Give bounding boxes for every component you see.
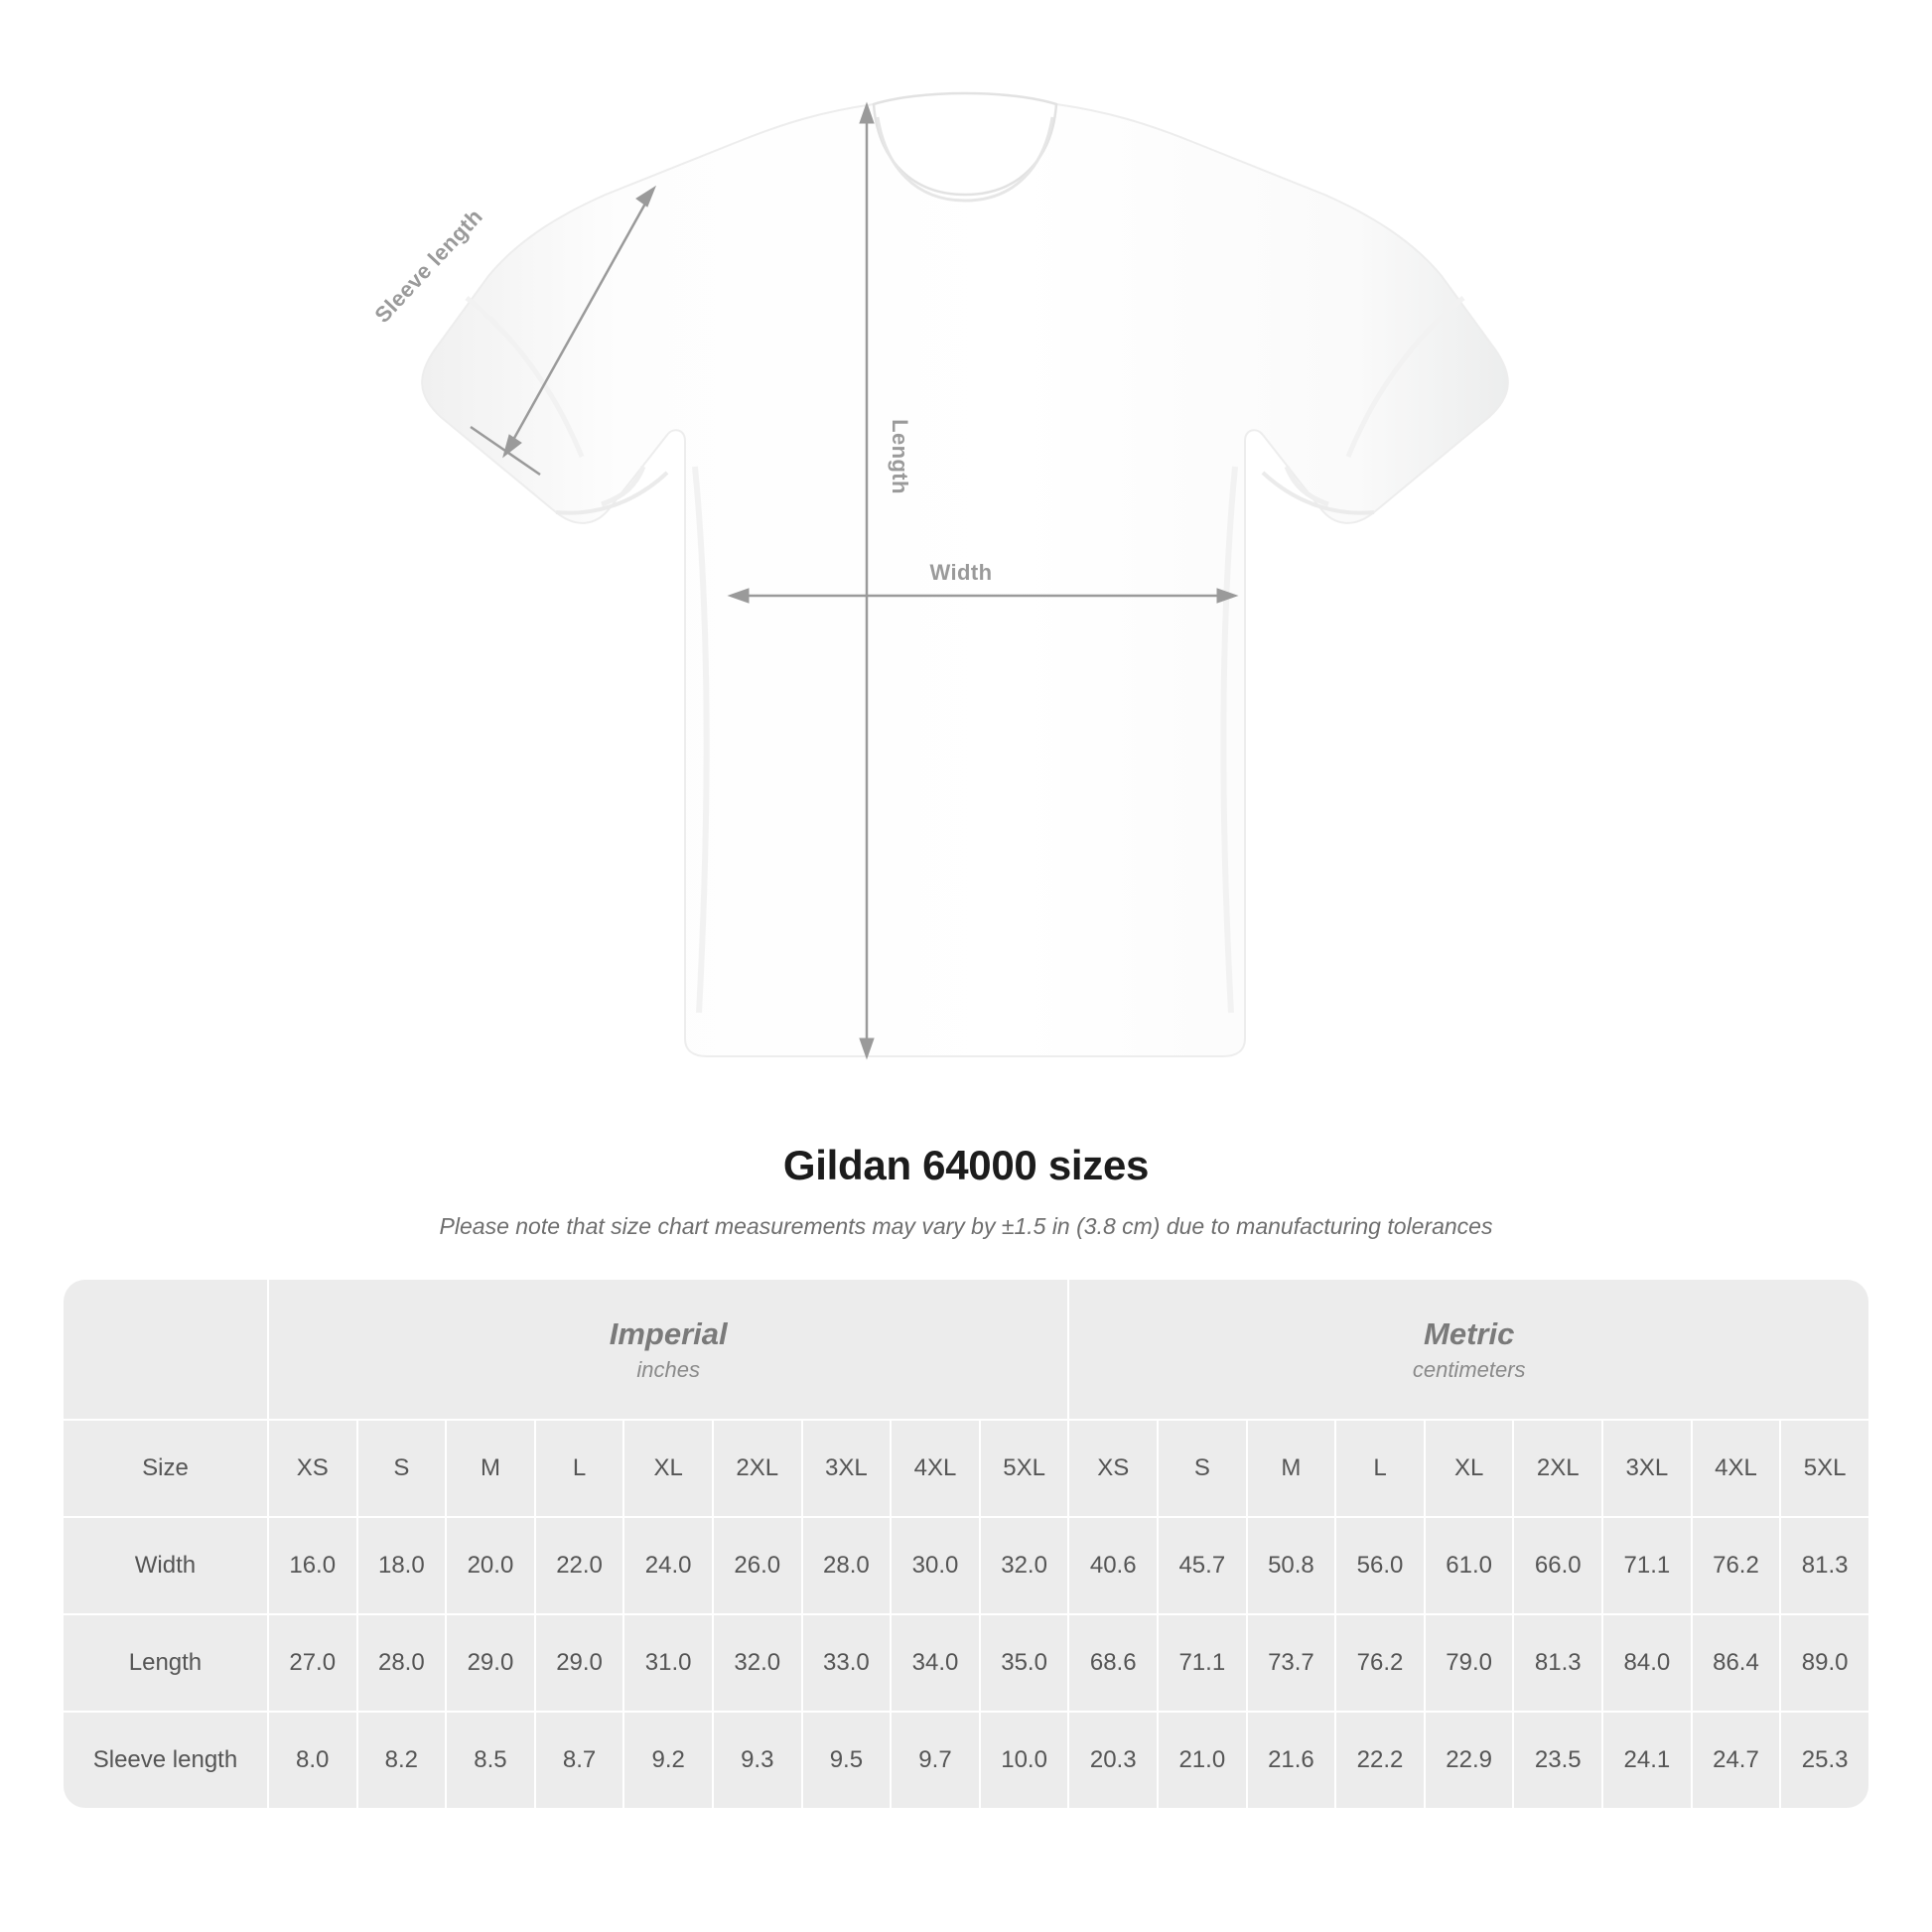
size-column-header: 5XL xyxy=(981,1421,1068,1516)
page-title: Gildan 64000 sizes xyxy=(782,1142,1150,1188)
table-row-units xyxy=(64,1280,1868,1419)
size-column-header: 4XL xyxy=(892,1421,979,1516)
size-table-wrapper xyxy=(62,1278,1870,1810)
measurement-cell: 33.0 xyxy=(803,1615,891,1711)
measurement-cell: 34.0 xyxy=(892,1615,979,1711)
size-column-header: S xyxy=(1159,1421,1246,1516)
table-row-sizes xyxy=(64,1421,1868,1516)
measurement-cell: 76.2 xyxy=(1693,1518,1780,1613)
measurement-cell: 25.3 xyxy=(1781,1713,1868,1808)
measurement-cell: 84.0 xyxy=(1603,1615,1691,1711)
unit-group-metric-name: Metric xyxy=(1424,1315,1515,1351)
measurement-cell: 68.6 xyxy=(1069,1615,1157,1711)
measurement-cell: 18.0 xyxy=(358,1518,446,1613)
measurement-cell: 45.7 xyxy=(1159,1518,1246,1613)
tolerance-note: Please note that size chart measurements may vary by ±1.5 in (3.8 cm) due to manufacturing tolerances xyxy=(439,1213,1493,1239)
measurement-cell: 22.2 xyxy=(1336,1713,1424,1808)
size-column-header: M xyxy=(1248,1421,1335,1516)
measurement-cell: 35.0 xyxy=(981,1615,1068,1711)
chart-heading xyxy=(0,1142,1932,1240)
measurement-cell: 61.0 xyxy=(1426,1518,1513,1613)
measurement-cell: 9.7 xyxy=(892,1713,979,1808)
unit-header-blank xyxy=(64,1280,267,1419)
measurement-cell: 32.0 xyxy=(981,1518,1068,1613)
measurement-cell: 8.2 xyxy=(358,1713,446,1808)
measurement-cell: 21.6 xyxy=(1248,1713,1335,1808)
size-column-header: XS xyxy=(1069,1421,1157,1516)
measurement-cell: 26.0 xyxy=(714,1518,801,1613)
measurement-cell: 29.0 xyxy=(536,1615,623,1711)
measurement-cell: 23.5 xyxy=(1514,1713,1601,1808)
measurement-cell: 32.0 xyxy=(714,1615,801,1711)
measurement-cell: 24.0 xyxy=(624,1518,712,1613)
unit-group-metric xyxy=(1069,1280,1868,1419)
measurement-cell: 8.5 xyxy=(447,1713,534,1808)
measurement-cell: 79.0 xyxy=(1426,1615,1513,1711)
measurement-cell: 73.7 xyxy=(1248,1615,1335,1711)
measurement-cell: 20.0 xyxy=(447,1518,534,1613)
measurement-cell: 21.0 xyxy=(1159,1713,1246,1808)
size-column-header: XL xyxy=(624,1421,712,1516)
measurement-cell: 9.2 xyxy=(624,1713,712,1808)
length-dimension-label: Length xyxy=(888,419,912,494)
sleeve-length-dimension-label: Sleeve length xyxy=(369,204,487,328)
measurement-cell: 50.8 xyxy=(1248,1518,1335,1613)
measurement-cell: 27.0 xyxy=(269,1615,356,1711)
measurement-cell: 9.3 xyxy=(714,1713,801,1808)
size-column-header: XS xyxy=(269,1421,356,1516)
measurement-cell: 30.0 xyxy=(892,1518,979,1613)
size-column-header: XL xyxy=(1426,1421,1513,1516)
measurement-cell: 9.5 xyxy=(803,1713,891,1808)
unit-group-imperial xyxy=(269,1280,1067,1419)
measurement-cell: 8.7 xyxy=(536,1713,623,1808)
measurement-cell: 28.0 xyxy=(358,1615,446,1711)
measurement-cell: 22.0 xyxy=(536,1518,623,1613)
measurement-cell: 10.0 xyxy=(981,1713,1068,1808)
measurement-cell: 24.7 xyxy=(1693,1713,1780,1808)
measurement-cell: 22.9 xyxy=(1426,1713,1513,1808)
measurement-cell: 31.0 xyxy=(624,1615,712,1711)
size-column-header: L xyxy=(1336,1421,1424,1516)
measurement-cell: 29.0 xyxy=(447,1615,534,1711)
measurement-cell: 81.3 xyxy=(1781,1518,1868,1613)
measurement-cell: 20.3 xyxy=(1069,1713,1157,1808)
measurement-cell: 76.2 xyxy=(1336,1615,1424,1711)
size-column-header: 2XL xyxy=(714,1421,801,1516)
measurement-cell: 71.1 xyxy=(1159,1615,1246,1711)
measurement-cell: 40.6 xyxy=(1069,1518,1157,1613)
size-column-header: 2XL xyxy=(1514,1421,1601,1516)
measurement-cell: 81.3 xyxy=(1514,1615,1601,1711)
size-table xyxy=(62,1278,1870,1810)
measurement-cell: 16.0 xyxy=(269,1518,356,1613)
size-column-header: 5XL xyxy=(1781,1421,1868,1516)
size-column-header: 3XL xyxy=(1603,1421,1691,1516)
unit-group-imperial-unit: inches xyxy=(636,1357,700,1383)
measurement-cell: 28.0 xyxy=(803,1518,891,1613)
row-header-length: Length xyxy=(64,1615,267,1711)
table-row xyxy=(64,1713,1868,1808)
measurement-cell: 8.0 xyxy=(269,1713,356,1808)
row-header-sleeve-length: Sleeve length xyxy=(64,1713,267,1808)
size-column-header: S xyxy=(358,1421,446,1516)
size-column-header: M xyxy=(447,1421,534,1516)
unit-group-metric-unit: centimeters xyxy=(1412,1357,1526,1383)
size-column-header: 4XL xyxy=(1693,1421,1780,1516)
measurement-cell: 56.0 xyxy=(1336,1518,1424,1613)
row-header-width: Width xyxy=(64,1518,267,1613)
measurement-cell: 71.1 xyxy=(1603,1518,1691,1613)
measurement-cell: 24.1 xyxy=(1603,1713,1691,1808)
row-header-size: Size xyxy=(64,1421,267,1516)
table-row xyxy=(64,1615,1868,1711)
table-row xyxy=(64,1518,1868,1613)
size-column-header: L xyxy=(536,1421,623,1516)
measurement-cell: 86.4 xyxy=(1693,1615,1780,1711)
width-dimension-label: Width xyxy=(929,560,993,585)
measurement-cell: 66.0 xyxy=(1514,1518,1601,1613)
size-column-header: 3XL xyxy=(803,1421,891,1516)
unit-group-imperial-name: Imperial xyxy=(609,1315,728,1351)
measurement-cell: 89.0 xyxy=(1781,1615,1868,1711)
